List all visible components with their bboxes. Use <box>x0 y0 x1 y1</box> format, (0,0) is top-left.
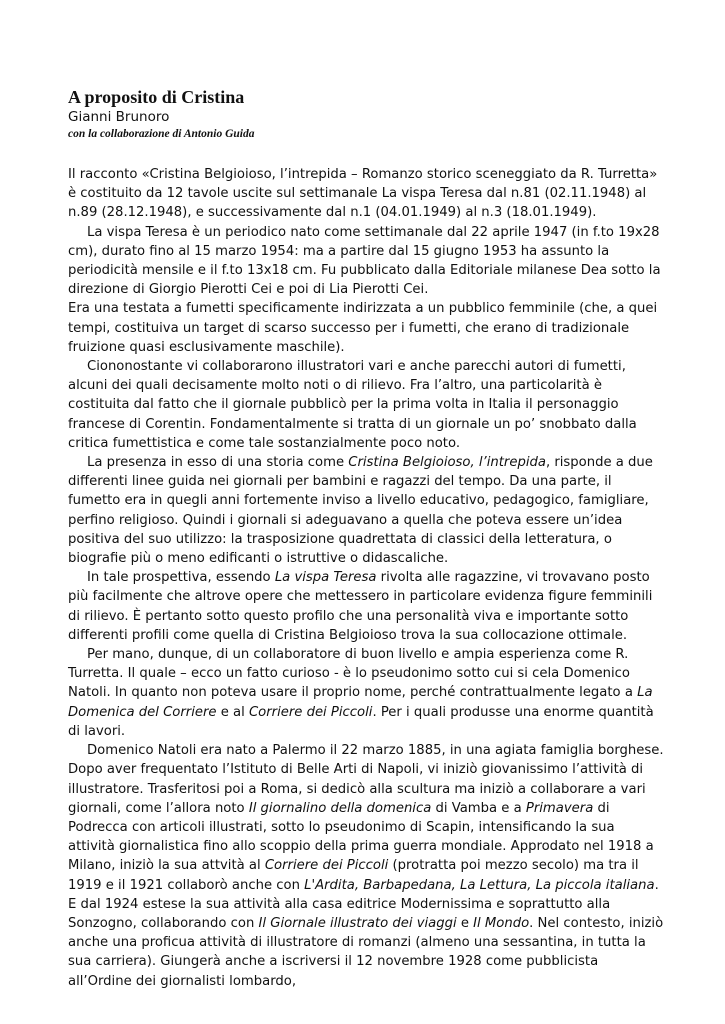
p7-italic-a: La Domenica del Corriere <box>68 685 653 720</box>
author-name: Gianni Brunoro <box>68 109 170 125</box>
collaboration-credit: con la collaborazione di Antonio Guida <box>68 128 255 140</box>
paragraph-8 <box>68 741 664 991</box>
article-title: A proposito di Cristina <box>68 87 245 107</box>
p5-italic-title: Cristina Belgioioso, l’intrepida <box>348 455 546 471</box>
paragraph-1: Il racconto «Cristina Belgioioso, l’intrepida – Romanzo storico sceneggiato da R. Turretta» è costituito da 12 tavole uscite sul settimanale La vispa Teresa dal n.81 (02.11.1948) al n.89 (28.12.1948), e successivamente dal n.1 (04.01.1949) al n.3 (18.01.1949). <box>68 167 658 221</box>
p7-text-b: e al <box>216 704 249 720</box>
p8-text-d: (protratta poi mezzo secolo) ma tra il 1919 e il 1921 collaborò anche con <box>68 858 639 893</box>
paragraph-5 <box>68 453 664 568</box>
paragraph-7 <box>68 645 664 741</box>
p8-italic-a: Il giornalino della domenica <box>248 800 432 816</box>
p7-italic-b: Corriere dei Piccoli <box>248 704 373 720</box>
p8-text-b: di Vamba e a <box>431 800 526 816</box>
p8-text-a: Domenico Natoli era nato a Palermo il 22 marzo 1885, in una agiata famiglia borghese. Dopo aver frequentato l’Istituto di Belle Arti di Napoli, vi iniziò giovanissimo l’attività di illustratore. Trasferitosi poi a Roma, si dedicò alla scultura ma iniziò a collaborare a vari giornali, come l’allora noto <box>68 743 664 816</box>
p8-text-e: . E dal 1924 estese la sua attività alla casa editrice Modernissima e soprattutto alla Sonzogno, collaborando con <box>68 877 659 931</box>
p8-italic-e: Il Giornale illustrato dei viaggi <box>258 915 457 931</box>
p8-italic-d: L'Ardita, Barbapedana, La Lettura, La piccola italiana <box>304 877 655 893</box>
p6-text-a: In tale prospettiva, essendo <box>87 570 275 586</box>
paragraph-3: Era una testata a fumetti specificamente indirizzata a un pubblico femminile (che, a quei tempi, costituiva un target di scarso successo per i fumetti, che erano di tradizionale fruizione quasi esclusivamente maschile). <box>68 301 658 355</box>
paragraph-4: Ciononostante vi collaborarono illustratori vari e anche parecchi autori di fumetti, alcuni dei quali decisamente molto noti o di rilievo. Fra l’altro, una particolarità è costituita dal fatto che il giornale pubblicò per la prima volta in Italia il personaggio francese di Corentin. Fondamentalmente si tratta di un giornale un po’ snobbato dalla critica fumettistica e come tale sostanzialmente poco noto. <box>68 359 637 451</box>
p8-text-f: e <box>456 915 474 931</box>
document-page <box>68 86 664 991</box>
p8-text-g: . Nel contesto, iniziò anche una proficua attività di illustratore di romanzi (almeno una sessantina, in tutta la sua carriera). Giungerà anche a iscriversi il 12 novembre 1928 come pubblicista all’Ordine dei giornalisti lombardo, <box>68 915 664 989</box>
p8-italic-f: Il Mondo <box>473 915 530 931</box>
p8-italic-c: Corriere dei Piccoli <box>264 858 389 874</box>
p8-text-c: di Podrecca con articoli illustrati, sotto lo pseudonimo di Scapin, intensificando la sua attività giornalistica fino allo scoppio della prima guerra mondiale. Approdato nel 1918 a Milano, iniziò la sua attvità al <box>68 800 654 874</box>
p8-italic-b: Primavera <box>525 800 594 816</box>
p6-italic-title: La vispa Teresa <box>274 570 377 586</box>
p7-text-c: . Per i quali produsse una enorme quantità di lavori. <box>68 704 654 739</box>
paragraph-2: La vispa Teresa è un periodico nato come settimanale dal 22 aprile 1947 (in f.to 19x28 cm), durato fino al 15 marzo 1954: ma a partire dal 15 giugno 1953 ha assunto la periodicità mensile e il f.to 13x18 cm. Fu pubblicato dalla Editoriale milanese Dea sotto la direzione di Giorgio Pierotti Cei e poi di Lia Pierotti Cei. <box>68 224 661 298</box>
p5-text-b: , risponde a due differenti linee guida nei giornali per bambini e ragazzi del tempo. Da una parte, il fumetto era in quegli anni fortemente inviso a livello educativo, pedagogico, famigliare, perfino religioso. Quindi i giornali si adeguavano a quella che poteva essere un’idea positiva del suo utilizzo: la trasposizione quadrettata di classici della letteratura, o biografie più o meno edificanti o istruttive o didascaliche. <box>68 455 653 567</box>
p5-text-a: La presenza in esso di una storia come <box>87 455 349 471</box>
article-body <box>68 165 664 991</box>
p6-text-b: rivolta alle ragazzine, vi trovavano posto più facilmente che altrove opere che mettessero in particolare evidenza figure femminili di rilievo. È pertanto sotto questo profilo che una personalità viva e importante sotto differenti profili come quella di Cristina Belgioioso trova la sua collocazione ottimale. <box>68 570 653 643</box>
p7-text-a: Per mano, dunque, di un collaboratore di buon livello e ampia esperienza come R. Turretta. Il quale – ecco un fatto curioso - è lo pseudonimo sotto cui si cela Domenico Natoli. In quanto non poteva usare il proprio nome, perché contrattualmente legato a <box>68 647 638 701</box>
paragraph-6 <box>68 568 664 645</box>
